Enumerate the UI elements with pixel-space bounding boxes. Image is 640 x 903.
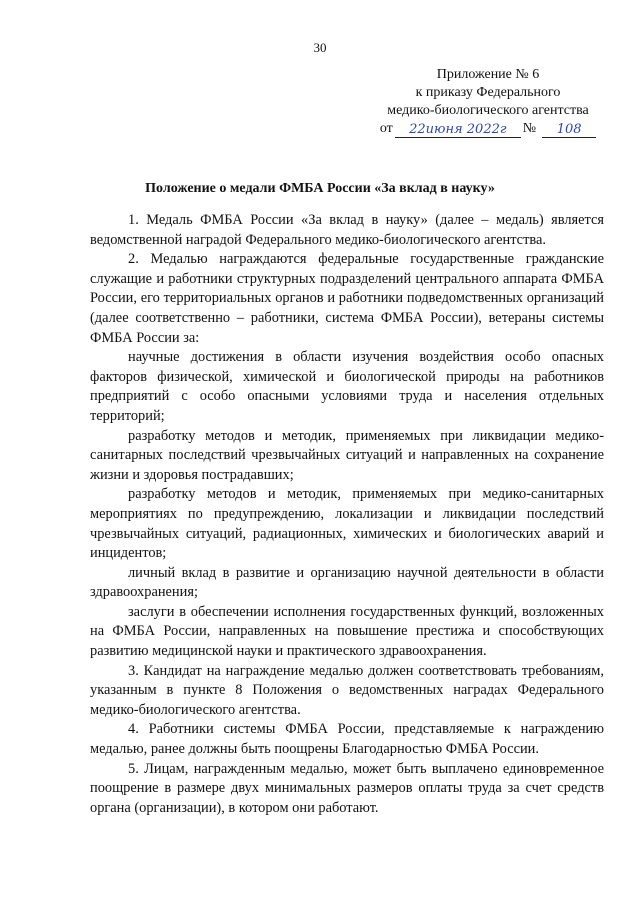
paragraph-3: 3. Кандидат на награждение медалью должен соответствовать требованиям, указанным в пункте 8 Положения о ведомственных наградах Федерального медико-биологического агентства.: [90, 662, 604, 718]
from-label: от: [379, 121, 393, 136]
handwritten-date: 22июня 2022г: [395, 123, 521, 138]
appendix-title: Приложение № 6: [436, 67, 540, 82]
paragraph-5: 5. Лицам, награжденным медалью, может быть выплачено единовременное поощрение в размере двух минимальных размеров оплаты труда за счет средств органа (организации), в котором они работают.: [90, 760, 604, 816]
paragraph-2: 2. Медалью награждаются федеральные государственные гражданские служащие и работники структурных подразделений центрального аппарата ФМБА России, его территориальных органов и работники подведомственных организаций (далее соответственно – работники, система ФМБА России), ветераны системы ФМБА России за:: [90, 251, 604, 346]
paragraph-2-item-1: научные достижения в области изучения воздействия особо опасных факторов физической, химической и биологической природы на работников предприятий с особо опасными условиями труда и населения отдельных территорий;: [90, 349, 604, 424]
paragraph-2-item-3: разработку методов и методик, применяемых при медико-санитарных мероприятиях по предупреждению, локализации и ликвидации последствий чрезвычайных ситуаций, радиационных, химических и биологических аварий и инцидентов;: [90, 486, 604, 562]
paragraph-2-item-4: личный вклад в развитие и организацию научной деятельности в области здравоохранения;: [90, 564, 604, 601]
paragraph-1: 1. Медаль ФМБА России «За вклад в науку» (далее – медаль) является ведомственной наградой Федерального медико-биологического агентства.: [90, 212, 604, 248]
appendix-header: [372, 66, 604, 138]
paragraph-4: 4. Работники системы ФМБА России, представляемые к награждению медалью, ранее должны быть поощрены Благодарностью ФМБА России.: [90, 721, 604, 758]
paragraph-2-item-2: разработку методов и методик, применяемых при ликвидации медико-санитарных последствий чрезвычайных ситуаций и направленных на сохранение жизни и здоровья пострадавших;: [90, 427, 604, 483]
number-label: №: [522, 121, 537, 136]
document-title: Положение о медали ФМБА России «За вклад в науку»: [145, 181, 495, 196]
document-body: [90, 211, 604, 818]
paragraph-2-item-5: заслуги в обеспечении исполнения государственных функций, возложенных на ФМБА России, направленных на повышение престижа и способствующих развитию медицинской науки и практического здравоохранения.: [90, 603, 604, 660]
appendix-agency: медико-биологического агентства: [387, 103, 589, 118]
appendix-order-ref: к приказу Федерального: [415, 85, 561, 100]
page-number: 30: [313, 40, 327, 55]
appendix-date-number-line: [372, 120, 604, 138]
handwritten-number: 108: [542, 123, 596, 138]
